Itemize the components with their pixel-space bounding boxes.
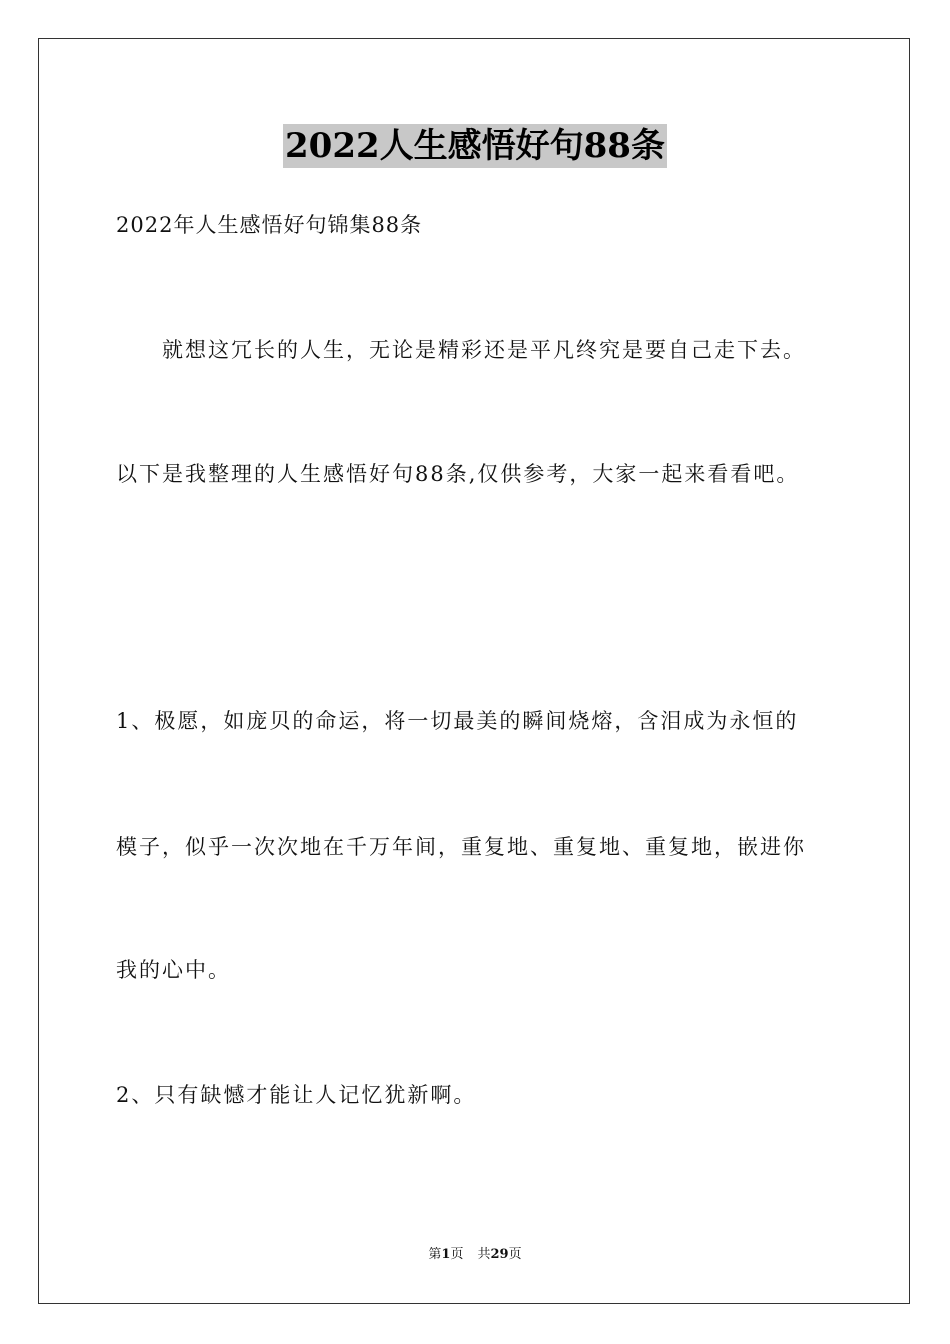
- item-2-line-1: 2、只有缺憾才能让人记忆犹新啊。: [116, 1083, 477, 1107]
- footer-total-suffix: 页: [508, 1247, 522, 1262]
- intro-paragraph-line-2: 以下是我整理的人生感悟好句88条,仅供参考，大家一起来看看吧。: [116, 462, 800, 486]
- page-footer: [0, 1246, 950, 1264]
- footer-total-prefix: 共: [477, 1247, 491, 1262]
- footer-page-prefix: 第: [428, 1247, 442, 1262]
- item-1-line-1: 1、极愿，如庞贝的命运，将一切最美的瞬间烧熔，含泪成为永恒的: [116, 709, 799, 733]
- intro-paragraph-line-1: 就想这冗长的人生，无论是精彩还是平凡终究是要自己走下去。: [162, 338, 806, 362]
- footer-total-pages: 29: [490, 1247, 509, 1262]
- footer-page-suffix: 页: [450, 1247, 464, 1262]
- footer-page-number: 1: [441, 1247, 451, 1262]
- item-1-line-2: 模子，似乎一次次地在千万年间，重复地、重复地、重复地，嵌进你: [116, 835, 806, 859]
- document-subtitle: 2022年人生感悟好句锦集88条: [116, 213, 423, 237]
- title-container: [0, 124, 950, 168]
- document-title: 2022人生感悟好句88条: [285, 126, 665, 166]
- item-1-line-3: 我的心中。: [116, 958, 231, 982]
